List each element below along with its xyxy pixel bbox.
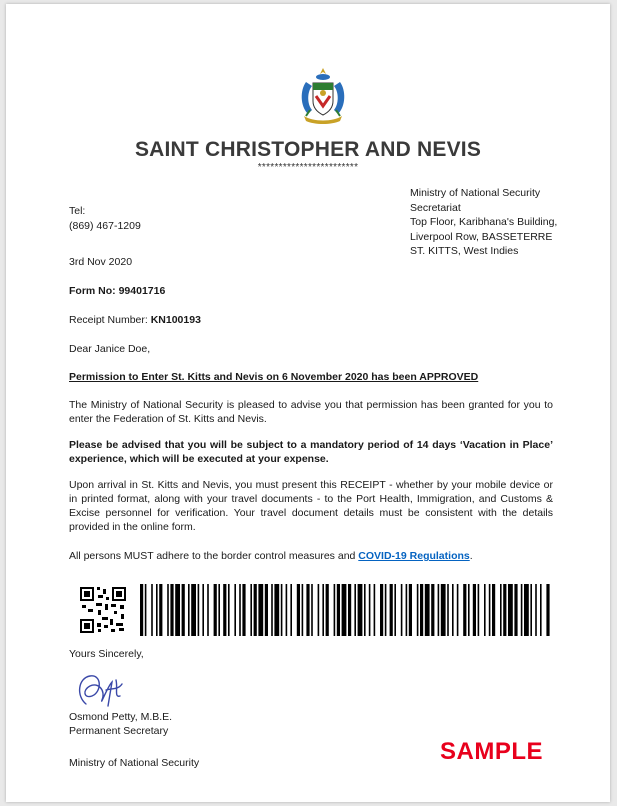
- contact-block: [69, 204, 141, 233]
- address-line: Ministry of National Security: [410, 187, 541, 199]
- title-divider: ************************: [257, 162, 359, 173]
- form-label: Form No:: [69, 285, 116, 297]
- signature-icon: [72, 666, 132, 710]
- closing: Yours Sincerely,: [69, 648, 144, 660]
- address-line: ST. KITTS, West Indies: [410, 245, 519, 258]
- covid-regulations-link[interactable]: COVID-19 Regulations: [358, 550, 470, 562]
- country-title: SAINT CHRISTOPHER AND NEVIS: [134, 138, 482, 161]
- tel-label: Tel:: [69, 205, 86, 217]
- ministry-footer: Ministry of National Security: [69, 757, 200, 769]
- sample-watermark: SAMPLE: [440, 738, 544, 765]
- address-line: Secretariat: [410, 201, 461, 214]
- receipt-label: Receipt Number:: [69, 314, 148, 326]
- paragraph-permission: The Ministry of National Security is pleased to advise you that permission has been granted for you to enter the Federation of St. Kitts and Nevis.: [69, 399, 553, 425]
- signatory-name: Osmond Petty, M.B.E.: [69, 711, 173, 723]
- paragraph-quarantine-notice: Please be advised that you will be subject to a mandatory period of 14 days ‘Vacation in Place’ experience, which will be executed at your expense.: [69, 439, 553, 465]
- address-line: Top Floor, Karibhana's Building,: [410, 216, 558, 229]
- document-page: [6, 4, 610, 802]
- qr-code: [80, 587, 126, 633]
- ministry-address: [410, 186, 557, 259]
- salutation: Dear Janice Doe,: [69, 343, 151, 355]
- signatory-title: Permanent Secretary: [69, 725, 169, 737]
- coat-of-arms-icon: [298, 66, 348, 128]
- receipt-number-line: [69, 313, 201, 327]
- approval-subject: Permission to Enter St. Kitts and Nevis on 6 November 2020 has been APPROVED: [69, 371, 479, 383]
- paragraph-regulations: [69, 549, 473, 563]
- receipt-number: KN100193: [150, 314, 201, 326]
- letter-date: 3rd Nov 2020: [69, 256, 133, 268]
- regulations-text: All persons MUST adhere to the border control measures and: [69, 550, 356, 562]
- regulations-period: .: [469, 550, 473, 562]
- form-number: 99401716: [118, 285, 166, 297]
- paragraph-arrival-instructions: Upon arrival in St. Kitts and Nevis, you must present this RECEIPT - whether by your mobile device or in printed format, along with your travel documents - to the Port Health, Immigration, and Customs & Excise personnel for verification. Your travel document details must be consistent with the details provided in the online form.: [69, 479, 553, 533]
- form-number-line: [69, 284, 165, 298]
- barcode: [140, 584, 550, 636]
- address-line: Liverpool Row, BASSETERRE: [410, 230, 553, 243]
- tel-number: (869) 467-1209: [69, 219, 141, 232]
